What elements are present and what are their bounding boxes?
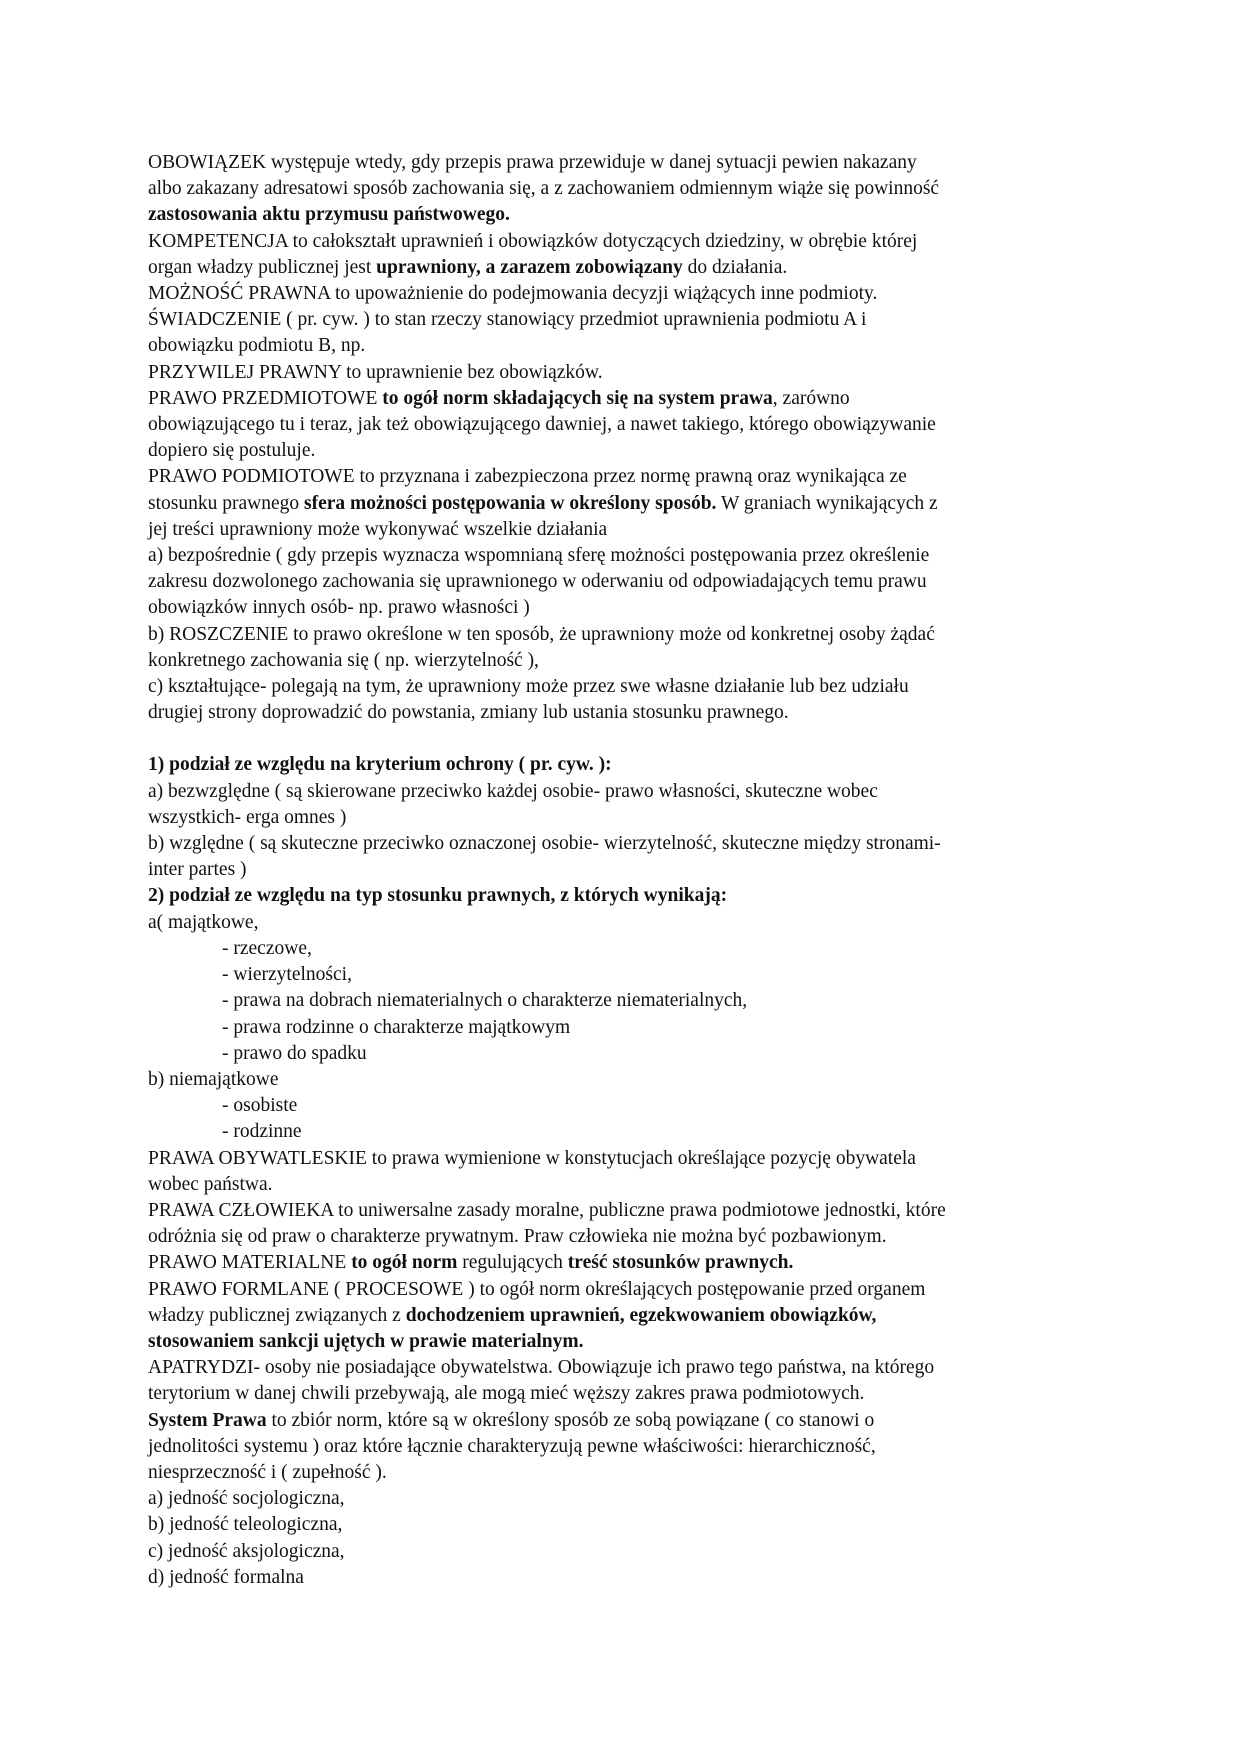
text-line — [148, 674, 1088, 700]
text-line — [148, 1539, 1088, 1565]
bold-text-run: to ogół norm składających się na system prawa — [382, 387, 773, 409]
text-run: odróżnia się od praw o charakterze prywatnym. Praw człowieka nie można być pozbawionym. — [148, 1226, 887, 1248]
blank-line — [148, 726, 1088, 752]
text-run: konkretnego zachowania się ( np. wierzytelność ), — [148, 649, 539, 671]
text-line — [148, 150, 1088, 176]
text-line — [148, 307, 1088, 333]
bold-text-run: sfera możności postępowania w określony sposób. — [303, 492, 717, 514]
text-run: a) bezpośrednie ( gdy przepis wyznacza wspomnianą sferę możności postępowania przez określenie — [148, 545, 930, 567]
text-line — [148, 857, 1088, 883]
text-line — [148, 464, 1088, 490]
text-run: PRAWO FORMLANE ( PROCESOWE ) to ogół norm określających postępowanie przed organem — [148, 1278, 926, 1300]
text-line — [148, 412, 1088, 438]
text-run: to zbiór norm, które są w określony sposób ze sobą powiązane ( co stanowi o — [266, 1409, 875, 1431]
text-run: a) bezwzględne ( są skierowane przeciwko każdej osobie- prawo własności, skuteczne wobec — [148, 780, 878, 802]
text-line — [148, 648, 1088, 674]
text-line — [148, 1460, 1088, 1486]
text-line — [148, 360, 1088, 386]
text-line — [148, 281, 1088, 307]
text-run: PRAWA CZŁOWIEKA to uniwersalne zasady moralne, publiczne prawa podmiotowe jednostki, które — [148, 1199, 946, 1221]
bold-text-run: to ogół norm — [351, 1252, 458, 1274]
text-line — [148, 595, 1088, 621]
text-line — [148, 805, 1088, 831]
text-line — [148, 1329, 1088, 1355]
text-line — [148, 1486, 1088, 1512]
text-run: PRAWA OBYWATLESKIE to prawa wymienione w konstytucjach określające pozycję obywatela — [148, 1147, 916, 1169]
text-run: terytorium w danej chwili przebywają, ale mogą mieć węższy zakres prawa podmiotowych. — [148, 1383, 865, 1405]
text-run: - rzeczowe, — [222, 937, 312, 959]
bold-text-run: System Prawa — [148, 1409, 267, 1431]
bold-text-run: dochodzeniem uprawnień, egzekwowaniem obowiązków, — [405, 1304, 877, 1326]
text-line — [148, 517, 1088, 543]
text-line — [148, 1512, 1088, 1538]
text-line — [148, 255, 1088, 281]
text-line — [148, 1146, 1088, 1172]
text-line — [148, 1277, 1088, 1303]
text-line — [148, 1303, 1088, 1329]
text-run: wobec państwa. — [148, 1173, 273, 1195]
text-run: b) względne ( są skuteczne przeciwko oznaczonej osobie- wierzytelność, skuteczne między stronami- — [148, 833, 941, 855]
text-line — [148, 569, 1088, 595]
text-line — [148, 543, 1088, 569]
list-item-line — [148, 988, 1088, 1014]
text-line — [148, 1172, 1088, 1198]
list-item-line — [148, 1041, 1088, 1067]
bold-text-run: 1) podział ze względu na kryterium ochrony ( pr. cyw. ): — [148, 754, 612, 776]
text-line — [148, 1408, 1088, 1434]
text-run: KOMPETENCJA to całokształt uprawnień i obowiązków dotyczących dziedziny, w obrębie której — [148, 230, 918, 252]
text-line — [148, 386, 1088, 412]
text-run: organ władzy publicznej jest — [148, 256, 377, 278]
text-run: niesprzeczność i ( zupełność ). — [148, 1461, 387, 1483]
text-line — [148, 779, 1088, 805]
bold-text-run: zastosowania aktu przymusu państwowego. — [148, 204, 510, 226]
text-run: władzy publicznej związanych z — [148, 1304, 406, 1326]
text-run: MOŻNOŚĆ PRAWNA to upoważnienie do podejmowania decyzji wiążących inne podmioty. — [148, 283, 878, 305]
text-run: , zarówno — [772, 387, 850, 409]
text-run: PRAWO PODMIOTOWE to przyznana i zabezpieczona przez normę prawną oraz wynikająca ze — [148, 466, 907, 488]
text-run: obowiązującego tu i teraz, jak też obowiązującego dawniej, a nawet takiego, którego obowiązywanie — [148, 414, 936, 436]
list-item-line — [148, 1119, 1088, 1145]
document-body — [148, 150, 1088, 1591]
text-run: inter partes ) — [148, 859, 247, 881]
text-line — [148, 1198, 1088, 1224]
list-item-line — [148, 1015, 1088, 1041]
text-run: W graniach wynikających z — [716, 492, 938, 514]
text-line — [148, 831, 1088, 857]
list-item-line — [148, 962, 1088, 988]
list-item-line — [148, 1093, 1088, 1119]
text-run: d) jedność formalna — [148, 1566, 304, 1588]
text-run: a) jedność socjologiczna, — [148, 1488, 345, 1510]
text-line — [148, 491, 1088, 517]
text-run: jej treści uprawniony może wykonywać wszelkie działania — [148, 518, 608, 540]
text-run: b) niemajątkowe — [148, 1068, 279, 1090]
text-run: ŚWIADCZENIE ( pr. cyw. ) to stan rzeczy stanowiący przedmiot uprawnienia podmiotu A i — [148, 309, 867, 331]
text-line — [148, 333, 1088, 359]
text-run: c) kształtujące- polegają na tym, że uprawniony może przez swe własne działanie lub bez udziału — [148, 676, 909, 698]
text-line — [148, 176, 1088, 202]
text-run: b) jedność teleologiczna, — [148, 1514, 343, 1536]
text-run: wszystkich- erga omnes ) — [148, 806, 347, 828]
text-line — [148, 752, 1088, 778]
bold-text-run: 2) podział ze względu na typ stosunku prawnych, z których wynikają: — [148, 885, 728, 907]
text-run: zakresu dozwolonego zachowania się uprawnionego w oderwaniu od odpowiadających temu prawu — [148, 571, 927, 593]
text-line — [148, 1067, 1088, 1093]
text-run: PRAWO MATERIALNE — [148, 1252, 352, 1274]
text-run: albo zakazany adresatowi sposób zachowania się, a z zachowaniem odmiennym wiąże się powinność — [148, 178, 940, 200]
text-run: obowiązków innych osób- np. prawo własności ) — [148, 597, 530, 619]
text-line — [148, 700, 1088, 726]
text-run: - wierzytelności, — [222, 964, 352, 986]
text-run: regulujących — [457, 1252, 568, 1274]
text-line — [148, 229, 1088, 255]
text-line — [148, 1381, 1088, 1407]
bold-text-run: uprawniony, a zarazem zobowiązany — [376, 256, 683, 278]
text-run: stosunku prawnego — [148, 492, 304, 514]
text-run: - rodzinne — [222, 1121, 302, 1143]
bold-text-run: stosowaniem sankcji ujętych w prawie materialnym. — [148, 1330, 584, 1352]
text-run: b) ROSZCZENIE to prawo określone w ten sposób, że uprawniony może od konkretnej osoby żądać — [148, 623, 935, 645]
text-line — [148, 910, 1088, 936]
text-run: - prawa na dobrach niematerialnych o charakterze niematerialnych, — [222, 990, 748, 1012]
text-run: a( majątkowe, — [148, 911, 259, 933]
text-run: drugiej strony doprowadzić do powstania, zmiany lub ustania stosunku prawnego. — [148, 702, 789, 724]
text-run: - prawo do spadku — [222, 1042, 367, 1064]
text-line — [148, 1355, 1088, 1381]
text-line — [148, 1224, 1088, 1250]
text-run: APATRYDZI- osoby nie posiadające obywatelstwa. Obowiązuje ich prawo tego państwa, na którego — [148, 1357, 935, 1379]
text-run: obowiązku podmiotu B, np. — [148, 335, 366, 357]
text-line — [148, 1250, 1088, 1276]
text-line — [148, 202, 1088, 228]
text-run: - prawa rodzinne o charakterze majątkowym — [222, 1016, 571, 1038]
text-line — [148, 1565, 1088, 1591]
text-run: dopiero się postuluje. — [148, 440, 316, 462]
list-item-line — [148, 936, 1088, 962]
text-run: jednolitości systemu ) oraz które łącznie charakteryzują pewne właściwości: hierarchiczność, — [148, 1435, 876, 1457]
text-line — [148, 622, 1088, 648]
text-run: PRZYWILEJ PRAWNY to uprawnienie bez obowiązków. — [148, 361, 603, 383]
text-run: - osobiste — [222, 1095, 298, 1117]
text-run: c) jedność aksjologiczna, — [148, 1540, 345, 1562]
text-run: PRAWO PRZEDMIOTOWE — [148, 387, 383, 409]
text-run: do działania. — [682, 256, 788, 278]
text-line — [148, 883, 1088, 909]
text-run: OBOWIĄZEK występuje wtedy, gdy przepis prawa przewiduje w danej sytuacji pewien nakazany — [148, 152, 917, 173]
text-line — [148, 438, 1088, 464]
text-line — [148, 1434, 1088, 1460]
bold-text-run: treść stosunków prawnych. — [567, 1252, 794, 1274]
